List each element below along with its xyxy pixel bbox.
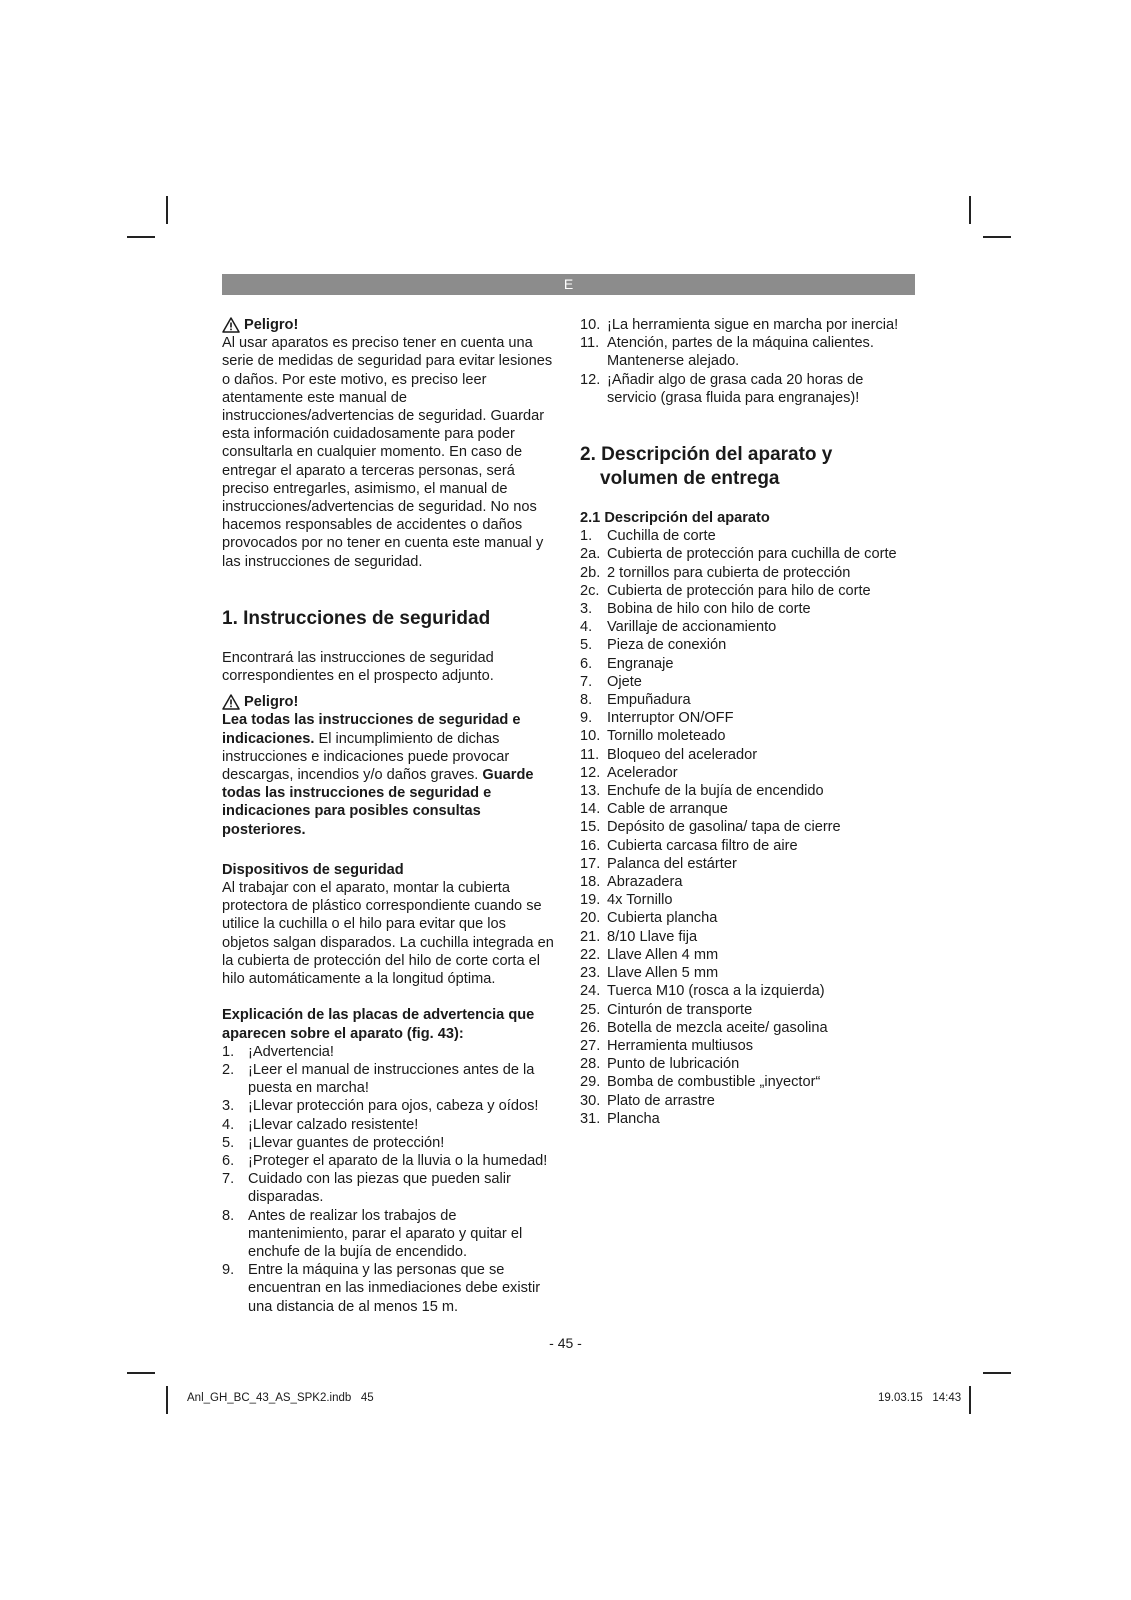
warning-bold-part-1: Lea todas las instrucciones de seguridad e indicaciones. <box>222 712 521 747</box>
right-column <box>580 316 915 1128</box>
danger-warning-text-2 <box>222 711 556 838</box>
list-item: 4. Varillaje de accionamiento <box>580 619 777 636</box>
section-1-heading: 1. Instrucciones de seguridad <box>222 607 491 629</box>
crop-mark <box>127 236 155 238</box>
list-item: 11. Bloqueo del acelerador <box>580 746 758 763</box>
crop-mark <box>166 1386 168 1414</box>
list-item: 7. Ojete <box>580 673 642 690</box>
list-item: 1. ¡Advertencia! <box>222 1043 334 1060</box>
list-item: 5. ¡Llevar guantes de protección! <box>222 1134 445 1151</box>
list-item: 7. Cuidado con las piezas que pueden salir disparadas. <box>222 1171 511 1206</box>
list-item: 21. 8/10 Llave fija <box>580 928 698 945</box>
warning-bold-part-2: Guarde todas las instrucciones de seguridad e indicaciones para posibles consultas posteriores. <box>222 767 534 838</box>
safety-devices-heading: Dispositivos de seguridad <box>222 861 404 878</box>
footer-date: 19.03.15 14:43 <box>878 1392 962 1404</box>
list-item: 14. Cable de arranque <box>580 801 728 818</box>
list-item: 2. ¡Leer el manual de instrucciones antes de la puesta en marcha! <box>222 1061 535 1097</box>
list-item: 1. Cuchilla de corte <box>580 528 716 545</box>
crop-mark <box>983 236 1011 238</box>
section-2-1-heading: 2.1 Descripción del aparato <box>580 510 770 527</box>
list-item: 4. ¡Llevar calzado resistente! <box>222 1116 419 1133</box>
left-column <box>222 316 556 1316</box>
footer-file-name: Anl_GH_BC_43_AS_SPK2.indb 45 <box>187 1392 374 1404</box>
list-item: 3. ¡Llevar protección para ojos, cabeza y oídos! <box>222 1098 539 1115</box>
language-header-bar <box>222 274 915 295</box>
list-item: 19. 4x Tornillo <box>580 892 673 909</box>
list-item: 6. Engranaje <box>580 655 674 672</box>
list-item: 15. Depósito de gasolina/ tapa de cierre <box>580 819 841 836</box>
list-item: 28. Punto de lubricación <box>580 1056 740 1073</box>
warning-normal-part: El incumplimiento de dichas instrucciones e indicaciones puede provocar descargas, incendios y/o daños graves. <box>222 730 510 784</box>
list-item: 11. Atención, partes de la máquina calientes. Mantenerse alejado. <box>580 335 874 370</box>
warning-plates-heading: Explicación de las placas de advertencia que aparecen sobre el aparato (fig. 43): <box>222 1007 535 1042</box>
danger-warning-title <box>222 316 556 334</box>
list-item: 9. Entre la máquina y las personas que se encuentran en las inmediaciones debe existir una distancia de al menos 15 m. <box>222 1262 541 1315</box>
list-item: 25. Cinturón de transporte <box>580 1001 753 1018</box>
list-item: 20. Cubierta plancha <box>580 910 718 927</box>
list-item: 2c. Cubierta de protección para hilo de corte <box>580 582 871 599</box>
list-item: 3. Bobina de hilo con hilo de corte <box>580 601 811 618</box>
danger-title-text-2: Peligro! <box>244 694 299 711</box>
list-item: 12. ¡Añadir algo de grasa cada 20 horas de servicio (grasa fluida para engranajes)! <box>580 371 864 406</box>
list-item: 5. Pieza de conexión <box>580 637 727 654</box>
crop-mark <box>166 196 168 224</box>
crop-mark <box>969 196 971 224</box>
warning-triangle-icon <box>222 694 240 710</box>
crop-mark <box>983 1372 1011 1374</box>
list-item: 6. ¡Proteger el aparato de la lluvia o la humedad! <box>222 1152 548 1169</box>
danger-title-text: Peligro! <box>244 317 299 333</box>
list-item: 18. Abrazadera <box>580 874 683 891</box>
warning-plates-list-continued <box>580 316 915 407</box>
list-item: 13. Enchufe de la bujía de encendido <box>580 783 824 800</box>
list-item: 10. Tornillo moleteado <box>580 728 726 745</box>
list-item: 12. Acelerador <box>580 764 678 781</box>
list-item: 8. Antes de realizar los trabajos de mantenimiento, parar el aparato y quitar el enchufe de la bujía de encendido. <box>222 1207 523 1260</box>
crop-mark <box>127 1372 155 1374</box>
list-item: 23. Llave Allen 5 mm <box>580 965 719 982</box>
list-item: 17. Palanca del estárter <box>580 855 737 872</box>
list-item: 8. Empuñadura <box>580 692 691 709</box>
list-item: 16. Cubierta carcasa filtro de aire <box>580 837 798 854</box>
list-item: 10. ¡La herramienta sigue en marcha por inercia! <box>580 317 899 333</box>
warning-triangle-icon <box>222 317 240 333</box>
danger-warning-title-2 <box>222 693 556 711</box>
list-item: 29. Bomba de combustible „inyector“ <box>580 1074 821 1091</box>
safety-devices-text: Al trabajar con el aparato, montar la cubierta protectora de plástico correspondiente cuando se utilice la cuchilla o el hilo para evitar que los objetos salgan disparados. La cuchilla integrada en la cubierta de protección del hilo de corte corta el hilo automáticamente a la longitud óptima. <box>222 880 554 988</box>
language-code: E <box>563 276 574 292</box>
parts-list <box>580 527 915 1128</box>
list-item: 26. Botella de mezcla aceite/ gasolina <box>580 1019 828 1036</box>
list-item: 30. Plato de arrastre <box>580 1092 715 1109</box>
crop-mark <box>969 1386 971 1414</box>
list-item: 22. Llave Allen 4 mm <box>580 946 719 963</box>
warning-plates-list <box>222 1043 556 1316</box>
danger-warning-text: Al usar aparatos es preciso tener en cuenta una serie de medidas de seguridad para evitar lesiones o daños. Por este motivo, es preciso leer atentamente este manual de instrucciones/advertencias de seguridad. Guardar esta información cuidadosamente para poder consultarla en cualquier momento. En caso de entregar el aparato a terceras personas, será preciso entregarles, asimismo, el manual de instrucciones/advertencias de seguridad. No nos hacemos responsables de accidentes o daños provocados por no tener en cuenta este manual y las instrucciones de seguridad. <box>222 335 553 570</box>
section-1-intro: Encontrará las instrucciones de seguridad correspondientes en el prospecto adjunto. <box>222 649 494 685</box>
section-2-heading: 2. Descripción del aparato y volumen de entrega <box>580 444 833 490</box>
list-item: 24. Tuerca M10 (rosca a la izquierda) <box>580 983 825 1000</box>
list-item: 2a. Cubierta de protección para cuchilla de corte <box>580 546 897 563</box>
list-item: 27. Herramienta multiusos <box>580 1037 753 1054</box>
list-item: 31. Plancha <box>580 1110 660 1127</box>
page-number: - 45 - <box>549 1335 582 1351</box>
list-item: 9. Interruptor ON/OFF <box>580 710 734 727</box>
list-item: 2b. 2 tornillos para cubierta de protección <box>580 564 851 581</box>
